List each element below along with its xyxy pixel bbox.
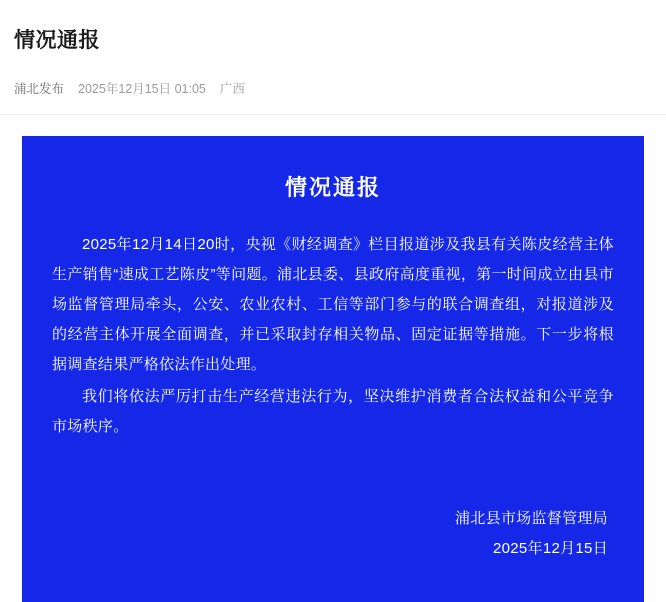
notice-heading: 情况通报 [284,175,381,201]
meta-source[interactable]: 浦北发布 [14,82,65,97]
meta-datetime: 2025年12月15日 01:05 [78,82,206,97]
notice-paragraph-2: 我们将依法严厉打击生产经营违法行为，坚决维护消费者合法权益和公平竞争市场秩序。 [52,388,614,436]
meta-region: 广西 [219,82,245,97]
article-page [0,14,666,595]
notice-signature-block [52,504,614,564]
notice-card [22,136,644,602]
notice-paragraph-1: 2025年12月14日20时，央视《财经调查》栏目报道涉及我县有关陈皮经营主体生产销售“速成工艺陈皮”等问题。浦北县委、县政府高度重视，第一时间成立由县市场监督管理局牵头，公安、农业农村、工信等部门参与的联合调查组，对报道涉及的经营主体开展全面调查，并已采取封存相关物品、固定证据等措施。下一步将根据调查结果严格依法作出处理。 [52,236,614,374]
article-body [0,115,666,602]
page-title: 情况通报 [14,29,100,53]
article-meta [0,70,666,98]
notice-signature: 浦北县市场监督管理局 [454,510,608,528]
notice-sign-date: 2025年12月15日 [492,540,608,558]
